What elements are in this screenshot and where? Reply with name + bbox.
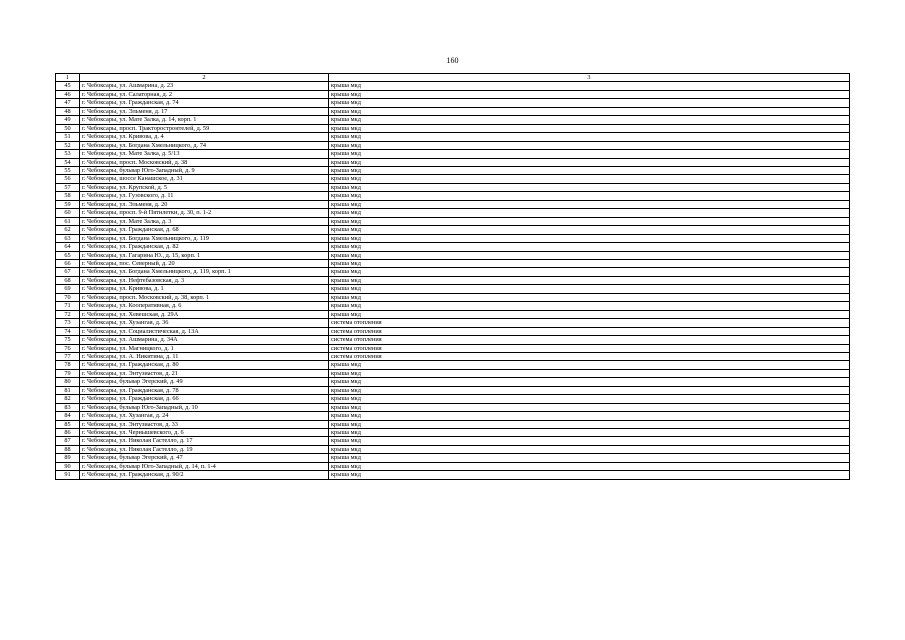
table-row (56, 268, 850, 276)
table-row (56, 344, 850, 352)
row-number: 76 (56, 344, 80, 352)
table-row (56, 175, 850, 183)
table-row (56, 234, 850, 242)
row-object: крыша мкд (329, 285, 850, 293)
table-row (56, 403, 850, 411)
row-address: г. Чебоксары, просп. Московский, д. 38, корп. 1 (80, 293, 329, 301)
row-object: крыша мкд (329, 200, 850, 208)
table-row (56, 251, 850, 259)
row-address: г. Чебоксары, пос. Северный, д. 20 (80, 259, 329, 267)
row-number: 49 (56, 116, 80, 124)
row-object: система отопления (329, 352, 850, 360)
row-object: крыша мкд (329, 412, 850, 420)
row-address: г. Чебоксары, ул. Энтузиастов, д. 21 (80, 369, 329, 377)
row-object: крыша мкд (329, 217, 850, 225)
table-row (56, 158, 850, 166)
table-row (56, 99, 850, 107)
row-object: крыша мкд (329, 99, 850, 107)
row-address: г. Чебоксары, ул. Мате Залка, д. 5/13 (80, 150, 329, 158)
row-object: крыша мкд (329, 471, 850, 479)
row-object: крыша мкд (329, 259, 850, 267)
row-object: крыша мкд (329, 251, 850, 259)
row-number: 64 (56, 243, 80, 251)
row-address: г. Чебоксары, ул. Магницкого, д. 1 (80, 344, 329, 352)
table-row (56, 471, 850, 479)
row-object: крыша мкд (329, 378, 850, 386)
row-number: 80 (56, 378, 80, 386)
row-number: 53 (56, 150, 80, 158)
row-address: г. Чебоксары, ул. Богдана Хмельницкого, д. 119 (80, 234, 329, 242)
row-number: 79 (56, 369, 80, 377)
table-row (56, 82, 850, 90)
row-number: 47 (56, 99, 80, 107)
row-number: 86 (56, 429, 80, 437)
row-number: 90 (56, 462, 80, 470)
row-number: 59 (56, 200, 80, 208)
row-object: крыша мкд (329, 276, 850, 284)
table-row (56, 166, 850, 174)
table-row (56, 361, 850, 369)
row-address: г. Чебоксары, шоссе Канашское, д. 31 (80, 175, 329, 183)
row-address: г. Чебоксары, ул. Мате Залка, д. 3 (80, 217, 329, 225)
row-object: крыша мкд (329, 361, 850, 369)
row-object: крыша мкд (329, 395, 850, 403)
row-object: крыша мкд (329, 403, 850, 411)
row-object: крыша мкд (329, 454, 850, 462)
table-row (56, 462, 850, 470)
row-object: крыша мкд (329, 429, 850, 437)
row-number: 87 (56, 437, 80, 445)
row-address: г. Чебоксары, ул. Гражданская, д. 78 (80, 386, 329, 394)
table-row (56, 412, 850, 420)
row-number: 46 (56, 90, 80, 98)
row-number: 78 (56, 361, 80, 369)
table-row (56, 116, 850, 124)
row-number: 82 (56, 395, 80, 403)
row-address: г. Чебоксары, ул. Мате Залка, д. 14, корп. 1 (80, 116, 329, 124)
row-number: 55 (56, 166, 80, 174)
row-number: 50 (56, 124, 80, 132)
table-row (56, 437, 850, 445)
row-address: г. Чебоксары, ул. Гражданская, д. 80 (80, 361, 329, 369)
table-row (56, 285, 850, 293)
row-number: 84 (56, 412, 80, 420)
table-row (56, 302, 850, 310)
row-object: крыша мкд (329, 369, 850, 377)
row-number: 63 (56, 234, 80, 242)
row-address: г. Чебоксары, бульвар Юго-Западный, д. 9 (80, 166, 329, 174)
row-address: г. Чебоксары, ул. Эльменя, д. 20 (80, 200, 329, 208)
row-address: г. Чебоксары, ул. Социалистическая, д. 13А (80, 327, 329, 335)
table-row (56, 133, 850, 141)
row-object: крыша мкд (329, 386, 850, 394)
table-row (56, 336, 850, 344)
table-row (56, 369, 850, 377)
row-number: 88 (56, 445, 80, 453)
row-number: 70 (56, 293, 80, 301)
row-address: г. Чебоксары, ул. Кривова, д. 1 (80, 285, 329, 293)
row-address: г. Чебоксары, ул. Гагарина Ю., д. 15, корп. 1 (80, 251, 329, 259)
row-number: 62 (56, 226, 80, 234)
header-col-1: 1 (56, 74, 80, 82)
row-address: г. Чебоксары, ул. Салаторная, д. 2 (80, 90, 329, 98)
table-row (56, 124, 850, 132)
row-address: г. Чебоксары, ул. Гражданская, д. 90/2 (80, 471, 329, 479)
row-number: 66 (56, 259, 80, 267)
row-number: 72 (56, 310, 80, 318)
row-object: крыша мкд (329, 243, 850, 251)
row-object: система отопления (329, 336, 850, 344)
row-address: г. Чебоксары, ул. А. Никитина, д. 11 (80, 352, 329, 360)
row-number: 91 (56, 471, 80, 479)
row-number: 67 (56, 268, 80, 276)
row-address: г. Чебоксары, ул. Николая Гастелло, д. 17 (80, 437, 329, 445)
table-row (56, 420, 850, 428)
table-row (56, 90, 850, 98)
row-address: г. Чебоксары, ул. Хевешская, д. 29А (80, 310, 329, 318)
row-address: г. Чебоксары, ул. Кооперативная, д. 6 (80, 302, 329, 310)
row-object: крыша мкд (329, 124, 850, 132)
row-address: г. Чебоксары, ул. Гузовского, д. 11 (80, 192, 329, 200)
row-number: 89 (56, 454, 80, 462)
table-row (56, 395, 850, 403)
row-object: крыша мкд (329, 209, 850, 217)
row-number: 73 (56, 319, 80, 327)
row-address: г. Чебоксары, ул. Богдана Хмельницкого, д. 74 (80, 141, 329, 149)
row-address: г. Чебоксары, ул. Ашмарина, д. 23 (80, 82, 329, 90)
row-object: крыша мкд (329, 133, 850, 141)
row-number: 57 (56, 183, 80, 191)
row-object: крыша мкд (329, 158, 850, 166)
table-row (56, 276, 850, 284)
row-address: г. Чебоксары, просп. Московский, д. 38 (80, 158, 329, 166)
row-object: система отопления (329, 319, 850, 327)
table-row (56, 200, 850, 208)
header-col-2: 2 (80, 74, 329, 82)
row-object: система отопления (329, 344, 850, 352)
row-address: г. Чебоксары, ул. Хузангая, д. 36 (80, 319, 329, 327)
row-address: г. Чебоксары, ул. Гражданская, д. 66 (80, 395, 329, 403)
row-object: крыша мкд (329, 107, 850, 115)
row-object: крыша мкд (329, 268, 850, 276)
row-address: г. Чебоксары, ул. Крупской, д. 5 (80, 183, 329, 191)
row-object: крыша мкд (329, 462, 850, 470)
table-row (56, 226, 850, 234)
row-number: 68 (56, 276, 80, 284)
row-address: г. Чебоксары, бульвар Юго-Западный, д. 14, п. 1-4 (80, 462, 329, 470)
row-address: г. Чебоксары, ул. Чернышевского, д. 6 (80, 429, 329, 437)
table-row (56, 352, 850, 360)
row-object: система отопления (329, 327, 850, 335)
row-object: крыша мкд (329, 226, 850, 234)
row-object: крыша мкд (329, 437, 850, 445)
row-object: крыша мкд (329, 293, 850, 301)
row-number: 85 (56, 420, 80, 428)
row-address: г. Чебоксары, ул. Энтузиастов, д. 33 (80, 420, 329, 428)
row-object: крыша мкд (329, 302, 850, 310)
row-address: г. Чебоксары, ул. Нефтебазовская, д. 3 (80, 276, 329, 284)
table-row (56, 378, 850, 386)
row-address: г. Чебоксары, ул. Николая Гастелло, д. 19 (80, 445, 329, 453)
row-address: г. Чебоксары, ул. Богдана Хмельницкого, д. 119, корп. 1 (80, 268, 329, 276)
row-number: 54 (56, 158, 80, 166)
row-number: 81 (56, 386, 80, 394)
table-row (56, 243, 850, 251)
row-address: г. Чебоксары, ул. Гражданская, д. 74 (80, 99, 329, 107)
table-row (56, 107, 850, 115)
row-number: 45 (56, 82, 80, 90)
row-number: 51 (56, 133, 80, 141)
row-number: 61 (56, 217, 80, 225)
table-header-row (56, 74, 850, 82)
row-address: г. Чебоксары, бульвар Юго-Западный, д. 10 (80, 403, 329, 411)
row-number: 83 (56, 403, 80, 411)
address-table (55, 73, 850, 480)
table-row (56, 141, 850, 149)
row-object: крыша мкд (329, 183, 850, 191)
row-number: 77 (56, 352, 80, 360)
row-number: 52 (56, 141, 80, 149)
table-row (56, 150, 850, 158)
row-address: г. Чебоксары, бульвар Эгерский, д. 47 (80, 454, 329, 462)
row-address: г. Чебоксары, просп. 9-й Пятилетки, д. 30, п. 1-2 (80, 209, 329, 217)
row-object: крыша мкд (329, 90, 850, 98)
row-object: крыша мкд (329, 445, 850, 453)
row-object: крыша мкд (329, 166, 850, 174)
table-row (56, 445, 850, 453)
table-row (56, 293, 850, 301)
row-object: крыша мкд (329, 420, 850, 428)
row-object: крыша мкд (329, 175, 850, 183)
row-number: 56 (56, 175, 80, 183)
table-row (56, 429, 850, 437)
table-row (56, 327, 850, 335)
row-object: крыша мкд (329, 141, 850, 149)
row-object: крыша мкд (329, 116, 850, 124)
header-col-3: 3 (329, 74, 850, 82)
row-number: 74 (56, 327, 80, 335)
row-number: 48 (56, 107, 80, 115)
row-address: г. Чебоксары, бульвар Эгерский, д. 49 (80, 378, 329, 386)
row-number: 58 (56, 192, 80, 200)
row-address: г. Чебоксары, ул. Хузангая, д. 24 (80, 412, 329, 420)
row-number: 75 (56, 336, 80, 344)
row-address: г. Чебоксары, ул. Ашмарина, д. 34А (80, 336, 329, 344)
table-row (56, 259, 850, 267)
table-row (56, 183, 850, 191)
page-number: 160 (446, 56, 459, 65)
row-object: крыша мкд (329, 310, 850, 318)
row-address: г. Чебоксары, ул. Гражданская, д. 68 (80, 226, 329, 234)
row-address: г. Чебоксары, ул. Кривова, д. 4 (80, 133, 329, 141)
row-number: 60 (56, 209, 80, 217)
table-row (56, 454, 850, 462)
table-row (56, 209, 850, 217)
table-row (56, 192, 850, 200)
row-object: крыша мкд (329, 234, 850, 242)
table-body (56, 74, 850, 480)
row-object: крыша мкд (329, 82, 850, 90)
row-object: крыша мкд (329, 150, 850, 158)
row-address: г. Чебоксары, ул. Эльменя, д. 17 (80, 107, 329, 115)
table-row (56, 319, 850, 327)
table-row (56, 386, 850, 394)
row-object: крыша мкд (329, 192, 850, 200)
table-row (56, 310, 850, 318)
row-number: 69 (56, 285, 80, 293)
row-number: 65 (56, 251, 80, 259)
row-address: г. Чебоксары, ул. Гражданская, д. 82 (80, 243, 329, 251)
row-address: г. Чебоксары, просп. Тракторостроителей, д. 59 (80, 124, 329, 132)
table-row (56, 217, 850, 225)
row-number: 71 (56, 302, 80, 310)
